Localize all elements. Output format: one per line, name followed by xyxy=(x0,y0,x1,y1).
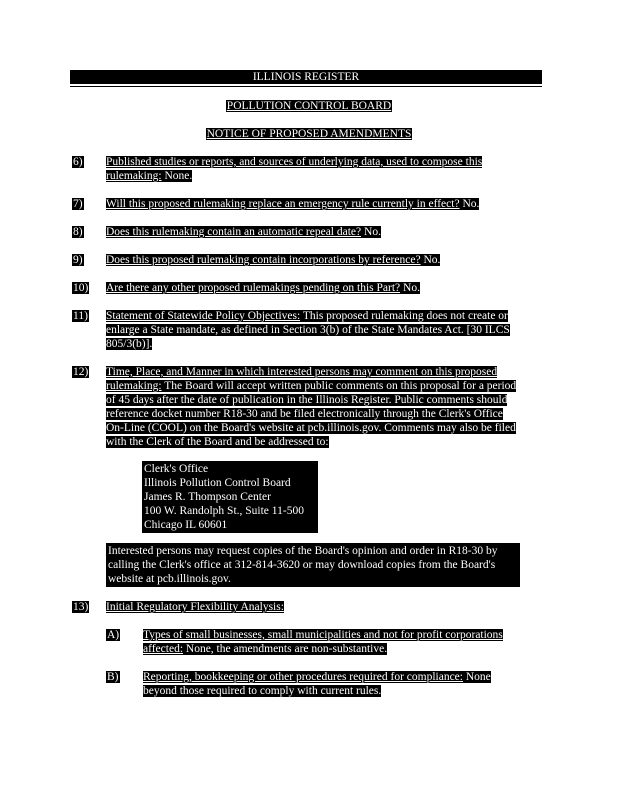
item-number: 12) xyxy=(73,366,89,378)
board-title: POLLUTION CONTROL BOARD xyxy=(226,100,392,112)
item-number: 7) xyxy=(73,198,83,210)
item-13-a: Types of small businesses, small municipalities and not for profit corporations affected: None, the amendments are non-substantive. xyxy=(143,629,503,655)
item-8: Does this rulemaking contain an automatic repeal date? No. xyxy=(106,226,381,238)
item-7: Will this proposed rulemaking replace an emergency rule currently in effect? No. xyxy=(106,198,480,210)
mailing-address xyxy=(142,461,318,533)
notice-title: NOTICE OF PROPOSED AMENDMENTS xyxy=(206,128,412,140)
item-11: Statement of Statewide Policy Objectives: This proposed rulemaking does not create or enlarge a State mandate, as defined in Section 3(b) of the State Mandates Act. [30 ILCS 805/3(b)]. xyxy=(106,310,510,350)
item-9: Does this proposed rulemaking contain incorporations by reference? No. xyxy=(106,254,441,266)
address-line: Clerk's Office xyxy=(144,463,209,475)
item-number: 8) xyxy=(73,226,83,238)
address-line: James R. Thompson Center xyxy=(144,491,271,503)
item-number: 13) xyxy=(73,601,89,613)
address-line: Illinois Pollution Control Board xyxy=(144,477,291,489)
address-line: 100 W. Randolph St., Suite 11-500 xyxy=(144,505,304,517)
header-rule xyxy=(70,86,542,87)
register-header xyxy=(70,70,542,84)
sub-item-number: A) xyxy=(107,629,120,641)
item-13-b: Reporting, bookkeeping or other procedures required for compliance: None beyond those required to comply with current rules. xyxy=(143,671,491,697)
address-line: Chicago IL 60601 xyxy=(144,519,228,531)
notice-title-line xyxy=(0,127,618,141)
register-title: ILLINOIS REGISTER xyxy=(252,71,360,83)
copies-paragraph: Interested persons may request copies of the Board's opinion and order in R18-30 by calling the Clerk's office at 312-814-3620 or may download copies from the Board's website at pcb.illinois.gov. xyxy=(106,543,520,587)
item-number: 11) xyxy=(73,310,88,322)
sub-item-number: B) xyxy=(107,671,119,683)
item-13-title: Initial Regulatory Flexibility Analysis: xyxy=(106,601,284,613)
item-number: 10) xyxy=(73,282,89,294)
item-10: Are there any other proposed rulemakings pending on this Part? No. xyxy=(106,282,420,294)
item-12: Time, Place, and Manner in which interested persons may comment on this proposed rulemaking: The Board will accept written public comments on this proposal for a period of 45 days after the date of publication in the Illinois Register. Public comments should reference docket number R18-30 and be filed electronically through the Clerk's Office On-Line (COOL) on the Board's website at pcb.illinois.gov. Comments may also be filed with the Clerk of the Board and be addressed to: xyxy=(106,366,517,448)
item-number: 6) xyxy=(73,156,83,168)
item-6: Published studies or reports, and sources of underlying data, used to compose this rulemaking: None. xyxy=(106,156,483,182)
board-title-line xyxy=(0,99,618,113)
item-number: 9) xyxy=(73,254,83,266)
